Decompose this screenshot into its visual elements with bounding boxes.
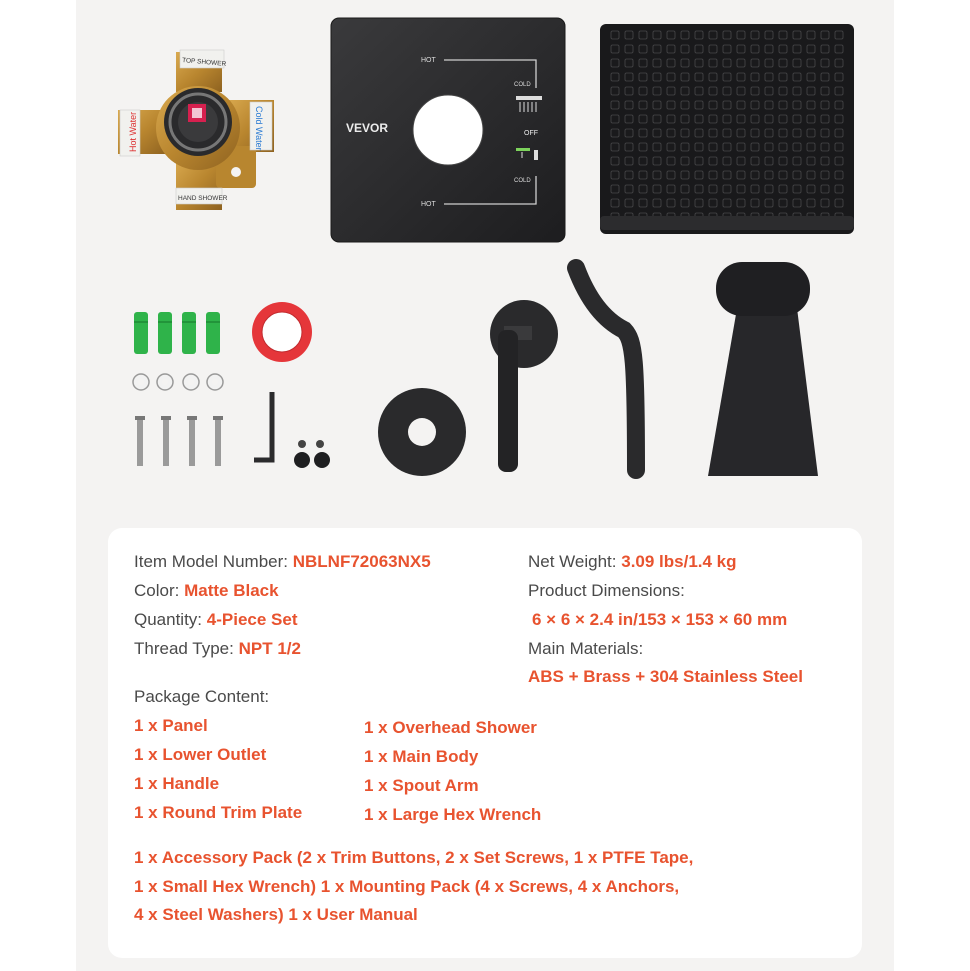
spec-color [134, 580, 279, 602]
ptfe-tape [252, 302, 312, 362]
overhead-shower-head [600, 24, 854, 234]
spec-thread-label: Thread Type: [134, 639, 239, 658]
valve-top-shower-label: TOP SHOWER [181, 57, 227, 68]
round-trim-plate [378, 388, 466, 476]
package-item: 1 x Spout Arm [364, 776, 479, 795]
control-panel [331, 18, 565, 242]
panel-cold-top-label: COLD [514, 82, 531, 88]
spec-quantity-label: Quantity: [134, 610, 207, 629]
spec-model-label: Item Model Number: [134, 552, 293, 571]
spec-materials-value: ABS + Brass + 304 Stainless Steel [528, 667, 803, 686]
set-screws [294, 440, 330, 468]
steel-washers [133, 374, 223, 390]
package-item: 1 x Panel [134, 716, 208, 735]
package-item: 1 x Handle [134, 774, 220, 793]
package-item: 1 x Overhead Shower [364, 718, 537, 737]
package-content-title: Package Content: [134, 687, 270, 706]
product-info-page [76, 0, 894, 971]
panel-hot-bottom-label: HOT [421, 201, 436, 208]
spec-quantity [134, 609, 298, 631]
package-item: 1 x Round Trim Plate [134, 803, 303, 822]
product-illustration [76, 0, 894, 520]
brass-valve-main-body [118, 50, 274, 210]
spec-color-value: Matte Black [184, 581, 279, 600]
spec-net-weight-value: 3.09 lbs/1.4 kg [621, 552, 737, 571]
package-accessory-line: 1 x Small Hex Wrench) 1 x Mounting Pack (4 x Screws, 4 x Anchors, [134, 877, 680, 896]
mounting-screws [135, 416, 223, 466]
spec-net-weight-label: Net Weight: [528, 552, 622, 571]
spec-model-number [134, 551, 431, 573]
spec-thread-value: NPT 1/2 [238, 639, 301, 658]
small-hex-wrench [254, 392, 272, 460]
spec-materials-label: Main Materials: [528, 639, 644, 658]
spec-quantity-value: 4-Piece Set [206, 610, 298, 629]
panel-brand-logo: VEVOR [346, 121, 389, 135]
panel-hot-top-label: HOT [421, 57, 436, 64]
panel-off-label: OFF [524, 130, 538, 137]
spec-model-value: NBLNF72063NX5 [292, 552, 431, 571]
valve-hand-shower-label: HAND SHOWER [178, 195, 228, 202]
package-item: 1 x Main Body [364, 747, 479, 766]
spec-color-label: Color: [134, 581, 185, 600]
spec-thread-type [134, 638, 301, 660]
package-item: 1 x Large Hex Wrench [364, 805, 542, 824]
package-accessory-line: 4 x Steel Washers) 1 x User Manual [134, 905, 418, 924]
handle [490, 300, 558, 472]
spec-net-weight [528, 551, 737, 573]
lower-outlet [708, 262, 818, 476]
valve-hot-water-label: Hot Water [128, 111, 138, 152]
spec-dimensions-label: Product Dimensions: [528, 581, 685, 600]
spec-dimensions-value: 6 × 6 × 2.4 in/153 × 153 × 60 mm [532, 610, 788, 629]
specifications-card [108, 528, 862, 958]
valve-cold-water-label: Cold Water [254, 106, 264, 151]
package-accessory-line: 1 x Accessory Pack (2 x Trim Buttons, 2 x Set Screws, 1 x PTFE Tape, [134, 848, 694, 867]
panel-cold-bottom-label: COLD [514, 178, 531, 184]
spout-arm [576, 268, 636, 470]
wall-anchors [134, 312, 220, 354]
package-item: 1 x Lower Outlet [134, 745, 267, 764]
